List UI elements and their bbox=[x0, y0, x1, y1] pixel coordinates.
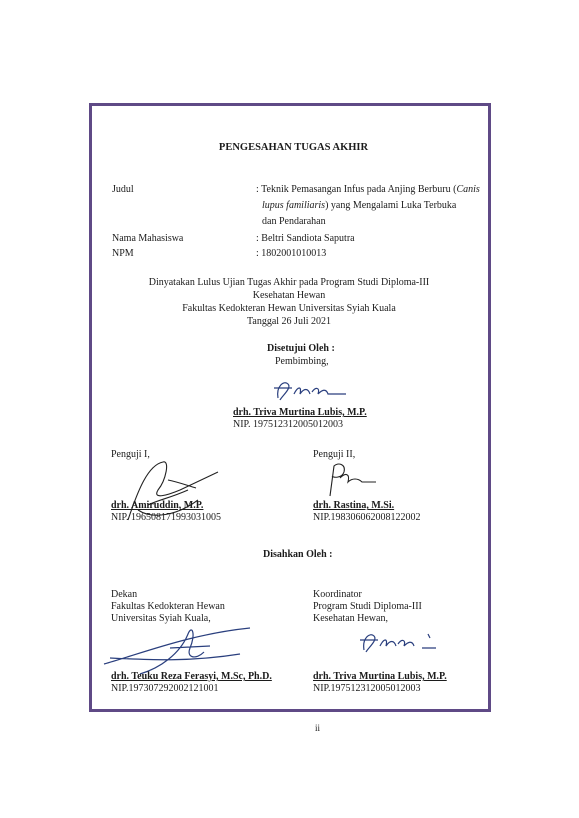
judul-value-line1 bbox=[256, 184, 480, 196]
dean-line1: Dekan bbox=[111, 589, 138, 600]
nama-label: Nama Mahasiswa bbox=[112, 233, 184, 244]
judul-text: ) yang Mengalami Luka Terbuka bbox=[325, 200, 457, 211]
examiner1-nip: NIP. 196508171993031005 bbox=[111, 512, 222, 523]
judul-italic: Canis bbox=[456, 184, 480, 195]
coordinator-line1: Koordinator bbox=[313, 589, 362, 600]
examiner2-role: Penguji II, bbox=[313, 449, 356, 460]
supervisor-signature bbox=[270, 376, 360, 406]
coordinator-line2: Program Studi Diploma-III bbox=[313, 601, 422, 612]
judul-label: Judul bbox=[112, 184, 134, 195]
coordinator-line3: Kesehatan Hewan, bbox=[313, 613, 388, 624]
declaration-line3: Fakultas Kedokteran Hewan Universitas Syiah Kuala bbox=[182, 303, 396, 314]
ratified-heading: Disahkan Oleh : bbox=[263, 549, 333, 560]
coordinator-name: drh. Triva Murtina Lubis, M.P. bbox=[313, 671, 447, 682]
coordinator-nip: NIP.197512312005012003 bbox=[313, 683, 421, 694]
approved-role: Pembimbing, bbox=[275, 356, 329, 367]
dean-line3: Universitas Syiah Kuala, bbox=[111, 613, 211, 624]
nama-value: : Beltri Sandiota Saputra bbox=[256, 233, 355, 244]
examiner1-name: drh. Amiruddin, M.P. bbox=[111, 500, 204, 511]
approved-heading: Disetujui Oleh : bbox=[267, 343, 335, 354]
examiner2-nip: NIP.198306062008122002 bbox=[313, 512, 421, 523]
declaration-line2: Kesehatan Hewan bbox=[252, 290, 326, 301]
examiner1-role: Penguji I, bbox=[111, 449, 150, 460]
dean-name: drh. Teuku Reza Ferasyi, M.Sc, Ph.D. bbox=[111, 671, 272, 682]
judul-text: : Teknik Pemasangan Infus pada Anjing Berburu ( bbox=[256, 184, 457, 195]
judul-italic: lupus familiaris bbox=[262, 200, 326, 211]
supervisor-name: drh. Triva Murtina Lubis, M.P. bbox=[233, 407, 367, 418]
dean-nip: NIP.197307292002121001 bbox=[111, 683, 219, 694]
examiner2-name: drh. Rastina, M.Si. bbox=[313, 500, 395, 511]
declaration-line4: Tanggal 26 Juli 2021 bbox=[246, 316, 331, 327]
npm-value: : 1802001010013 bbox=[256, 248, 327, 259]
page-number: ii bbox=[314, 723, 320, 733]
judul-value-line3: dan Pendarahan bbox=[262, 216, 326, 227]
npm-label: NPM bbox=[112, 248, 134, 259]
page-title: PENGESAHAN TUGAS AKHIR bbox=[218, 142, 369, 153]
declaration-line1: Dinyatakan Lulus Ujian Tugas Akhir pada Program Studi Diploma-III bbox=[148, 277, 430, 288]
examiner2-signature bbox=[320, 460, 380, 500]
coordinator-signature bbox=[356, 628, 456, 658]
dean-line2: Fakultas Kedokteran Hewan bbox=[111, 601, 225, 612]
judul-value-line2 bbox=[262, 200, 456, 212]
supervisor-nip: NIP. 197512312005012003 bbox=[233, 419, 344, 430]
